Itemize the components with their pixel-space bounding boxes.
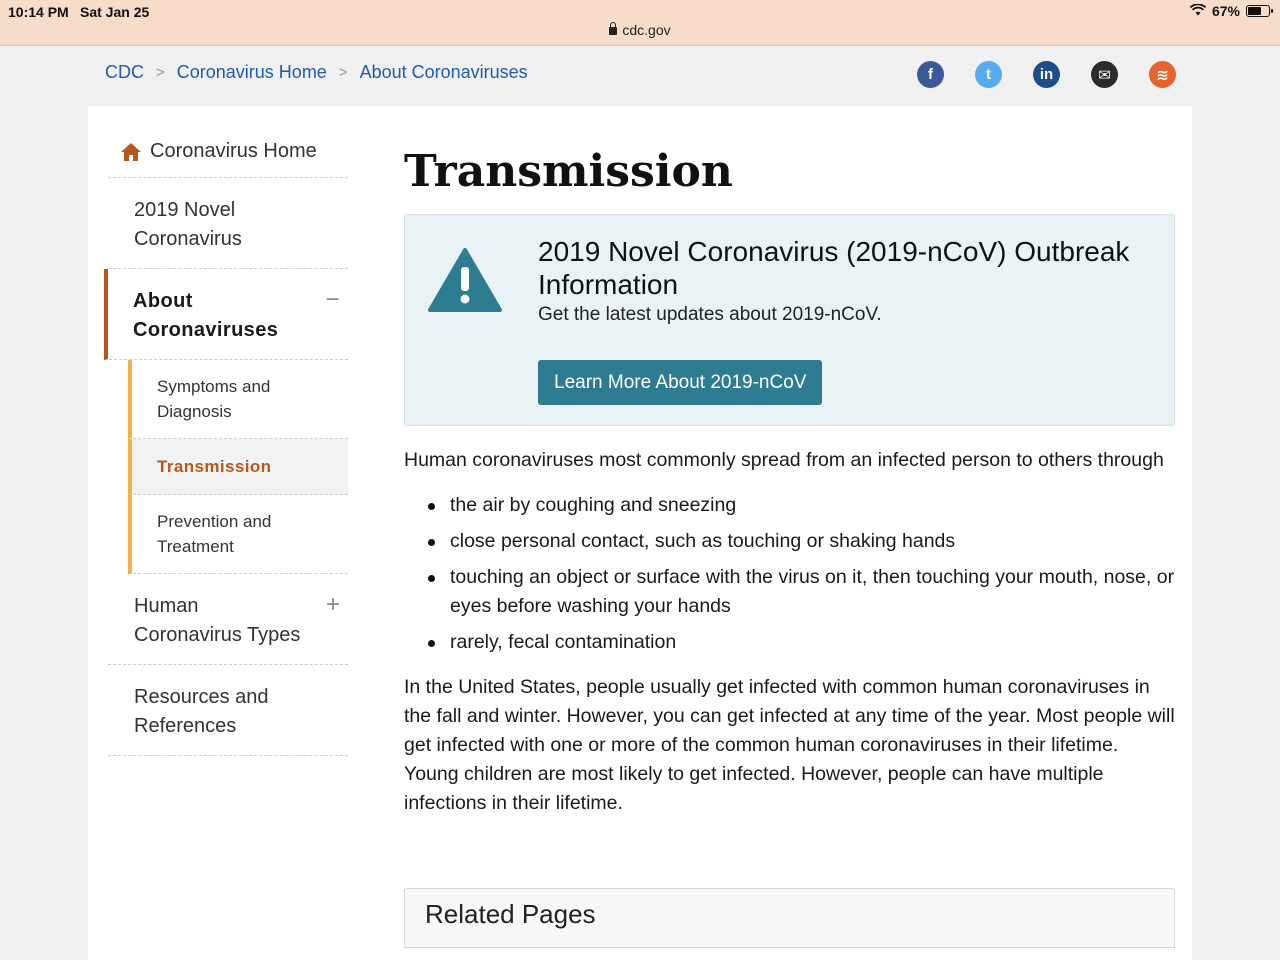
twitter-icon[interactable]: t [975, 61, 1002, 88]
breadcrumb-about-coronaviruses[interactable]: About Coronaviruses [359, 62, 528, 82]
sidebar-item-label: Coronavirus Home [150, 140, 317, 162]
sidebar-item-label: Resources and References [134, 686, 269, 737]
url-text: cdc.gov [622, 22, 671, 38]
sidebar-subitem-transmission[interactable] [128, 439, 348, 495]
transmission-list [450, 491, 1175, 657]
list-item: the air by coughing and sneezing [450, 491, 1175, 520]
breadcrumb-separator: > [156, 64, 165, 81]
status-right [1190, 3, 1270, 19]
list-item: touching an object or surface with the virus on it, then touching your mouth, nose, or eyes before washing your hands [450, 563, 1175, 621]
sidebar-subitem-label: Prevention and Treatment [157, 512, 272, 556]
sidebar-subitem-prevention[interactable] [128, 495, 348, 574]
sidebar-item-label: 2019 Novel Coronavirus [134, 199, 242, 250]
wifi-icon [1190, 3, 1206, 19]
syndicate-icon[interactable]: ≋ [1149, 61, 1176, 88]
breadcrumb [105, 62, 528, 83]
warning-icon [427, 247, 503, 313]
learn-more-button[interactable]: Learn More About 2019-nCoV [538, 360, 822, 405]
alert-text: Get the latest updates about 2019-nCoV. [538, 304, 882, 325]
related-pages [404, 888, 1175, 948]
status-bar [0, 0, 1280, 46]
sidebar-item-home[interactable] [108, 126, 348, 178]
breadcrumb-coronavirus-home[interactable]: Coronavirus Home [176, 62, 327, 82]
status-date: Sat Jan 25 [80, 4, 150, 20]
sidebar-subitem-label: Symptoms and Diagnosis [157, 377, 271, 421]
facebook-icon[interactable]: f [917, 61, 944, 88]
collapse-icon[interactable]: − [325, 286, 340, 313]
main-content [404, 140, 1175, 948]
lock-icon [609, 27, 617, 35]
battery-level [1248, 7, 1261, 15]
url-bar[interactable] [0, 22, 1280, 38]
home-icon [120, 142, 142, 162]
sidebar-item-resources[interactable] [108, 665, 348, 756]
social-share [917, 61, 1176, 88]
email-icon[interactable]: ✉ [1091, 61, 1118, 88]
breadcrumb-separator: > [338, 64, 348, 81]
status-time: 10:14 PM [8, 4, 69, 20]
sidebar [108, 126, 348, 756]
expand-icon[interactable]: + [325, 591, 340, 618]
related-pages-heading: Related Pages [425, 899, 596, 929]
us-paragraph: In the United States, people usually get infected with common human coronaviruses in the fall and winter. However, you can get infected at any time of the year. Most people will get infected with one or more of the common human coronaviruses in their lifetime. Young children are most likely to get infected. However, people can have multiple infections in their lifetime. [404, 676, 1175, 814]
sidebar-item-novel-coronavirus[interactable] [108, 178, 348, 269]
alert-heading: 2019 Novel Coronavirus (2019-nCoV) Outbreak Information [538, 236, 1130, 300]
sidebar-item-label: Human Coronavirus Types [134, 595, 301, 646]
linkedin-icon[interactable]: in [1033, 61, 1060, 88]
intro-paragraph: Human coronaviruses most commonly spread from an infected person to others through [404, 449, 1164, 471]
list-item: rarely, fecal contamination [450, 628, 1175, 657]
sidebar-item-about-coronaviruses[interactable] [104, 269, 348, 360]
sidebar-item-label: About Coronaviruses [133, 290, 279, 341]
outbreak-alert [404, 214, 1175, 426]
sidebar-item-coronavirus-types[interactable] [108, 574, 348, 665]
page-title: Transmission [404, 146, 733, 197]
sidebar-subitem-symptoms[interactable] [128, 360, 348, 439]
list-item: close personal contact, such as touching or shaking hands [450, 527, 1175, 556]
sidebar-subitem-label: Transmission [157, 457, 272, 476]
battery-icon [1246, 5, 1270, 17]
battery-percent: 67% [1211, 3, 1240, 19]
breadcrumb-cdc[interactable]: CDC [105, 62, 144, 82]
